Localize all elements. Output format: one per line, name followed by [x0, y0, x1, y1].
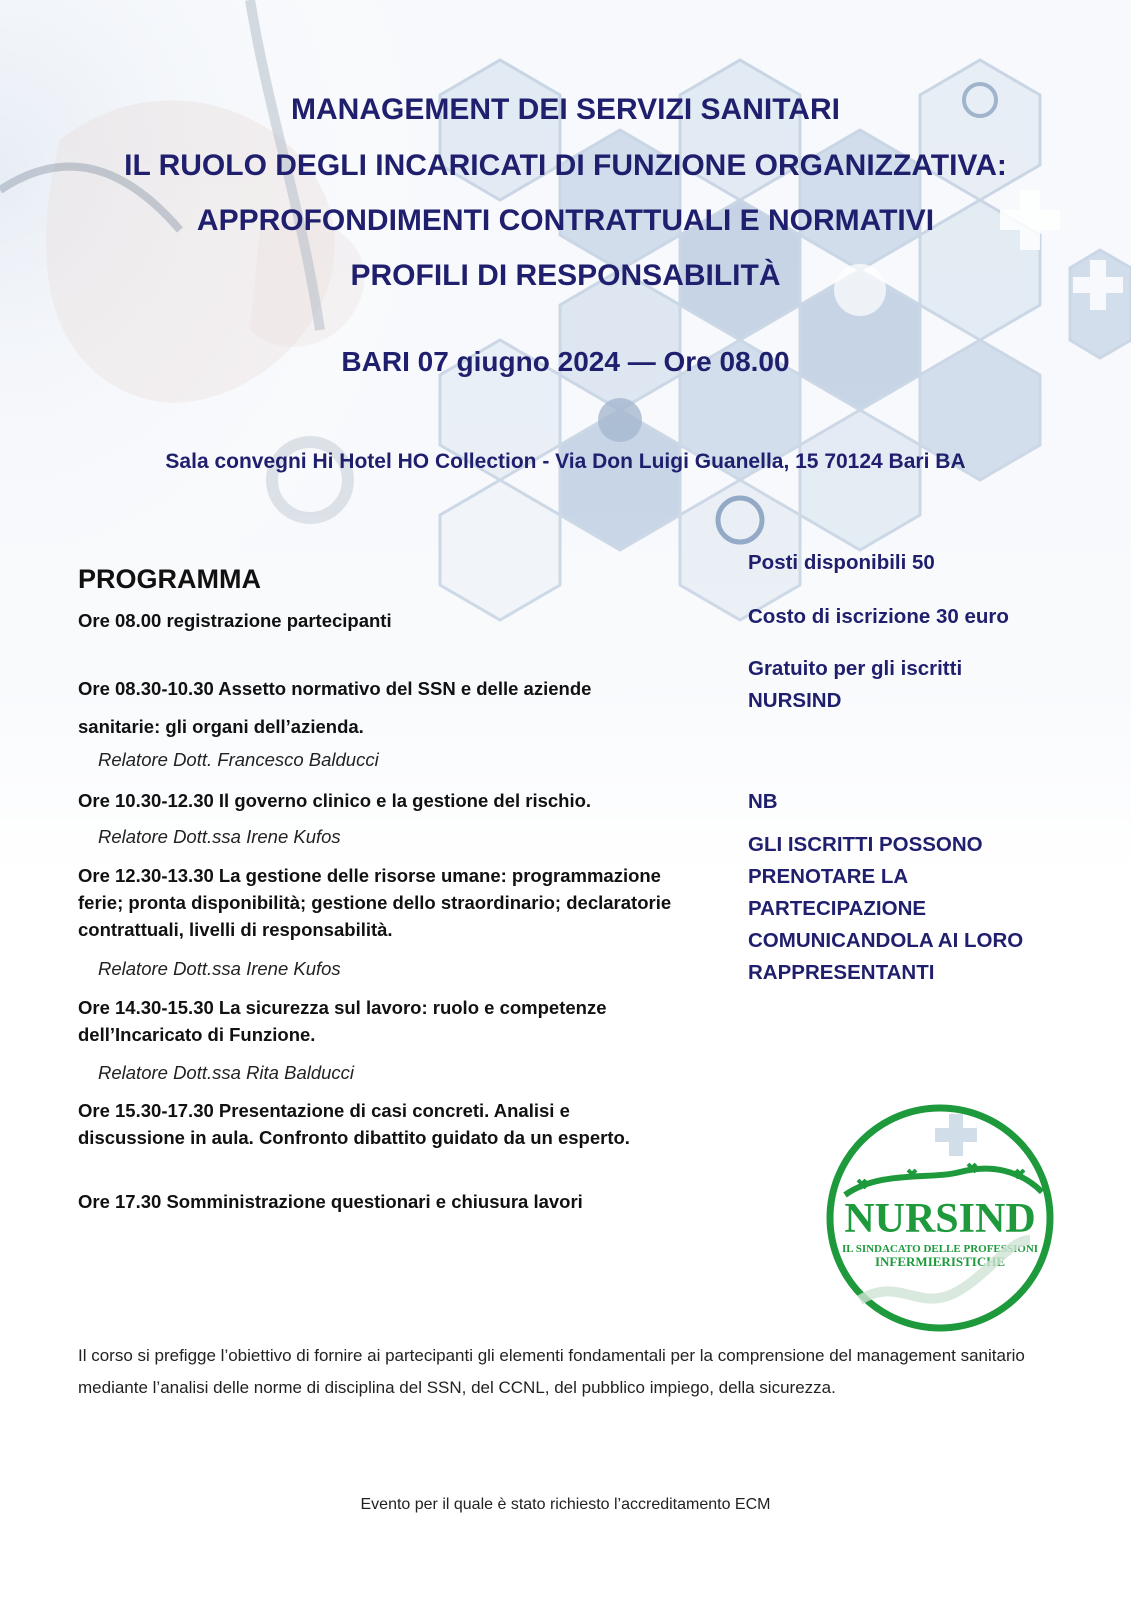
title-line-1: MANAGEMENT DEI SERVIZI SANITARI — [291, 93, 840, 126]
title-line-2: IL RUOLO DEGLI INCARICATI DI FUNZIONE ORGANIZZATIVA: — [124, 149, 1007, 182]
speaker-francesco-balducci: Relatore Dott. Francesco Balducci — [98, 749, 379, 770]
logo-tagline-2: INFERMIERISTICHE — [874, 1254, 1006, 1269]
registration-cost: Costo di iscrizione 30 euro — [748, 605, 1009, 628]
course-description: Il corso si prefigge l’obiettivo di fornire ai partecipanti gli elementi fondamentali per la comprensione del management sanitario mediante l’analisi delle norme di disciplina del SSN, del CCNL, del pubblico impiego, della sicurezza. — [78, 1346, 1025, 1397]
nb-text: GLI ISCRITTI POSSONO PRENOTARE LA PARTECIPAZIONE COMUNICANDOLA AI LORO RAPPRESENTANTI — [748, 833, 1024, 984]
speaker-rita-balducci: Relatore Dott.ssa Rita Balducci — [98, 1062, 355, 1083]
seats-available: Posti disponibili 50 — [748, 551, 935, 574]
logo-tagline-1: IL SINDACATO DELLE PROFESSIONI — [841, 1243, 1039, 1255]
ecm-note: Evento per il quale è stato richiesto l’accreditamento ECM — [360, 1496, 771, 1513]
event-date: BARI 07 giugno 2024 — Ore 08.00 — [341, 346, 790, 377]
logo-wordmark: NURSIND — [844, 1196, 1036, 1242]
program-item-case-studies: Ore 15.30-17.30 Presentazione di casi concreti. Analisi e discussione in aula. Confronto dibattito guidato da un esperto. — [78, 1100, 630, 1148]
title-line-3: APPROFONDIMENTI CONTRATTUALI E NORMATIVI — [196, 204, 935, 237]
program-item-closing: Ore 17.30 Somministrazione questionari e chiusura lavori — [78, 1191, 583, 1212]
speaker-irene-kufos-2: Relatore Dott.ssa Irene Kufos — [98, 958, 341, 979]
program-item-registration: Ore 08.00 registrazione partecipanti — [78, 610, 392, 631]
event-venue: Sala convegni Hi Hotel HO Collection - Via Don Luigi Guanella, 15 70124 Bari BA — [165, 450, 966, 473]
free-for-members: Gratuito per gli iscritti NURSIND — [748, 657, 963, 712]
program-heading: PROGRAMMA — [78, 564, 261, 594]
nursind-logo — [820, 1100, 1060, 1340]
program-item-clinical-governance: Ore 10.30-12.30 Il governo clinico e la gestione del rischio. — [78, 790, 592, 811]
program-item-work-safety: Ore 14.30-15.30 La sicurezza sul lavoro: ruolo e competenze dell’Incaricato di Funzione. — [78, 997, 607, 1045]
program-item-normative: Ore 08.30-10.30 Assetto normativo del SSN e delle aziende sanitarie: gli organi dell’azienda. — [78, 678, 592, 737]
title-line-4: PROFILI DI RESPONSABILITÀ — [350, 259, 781, 292]
program-item-human-resources: Ore 12.30-13.30 La gestione delle risorse umane: programmazione ferie; pronta disponibilità; gestione dello straordinario; declaratorie contrattuali, livelli di responsabilità. — [78, 865, 672, 940]
speaker-irene-kufos-1: Relatore Dott.ssa Irene Kufos — [98, 826, 341, 847]
nb-label: NB — [748, 790, 778, 813]
